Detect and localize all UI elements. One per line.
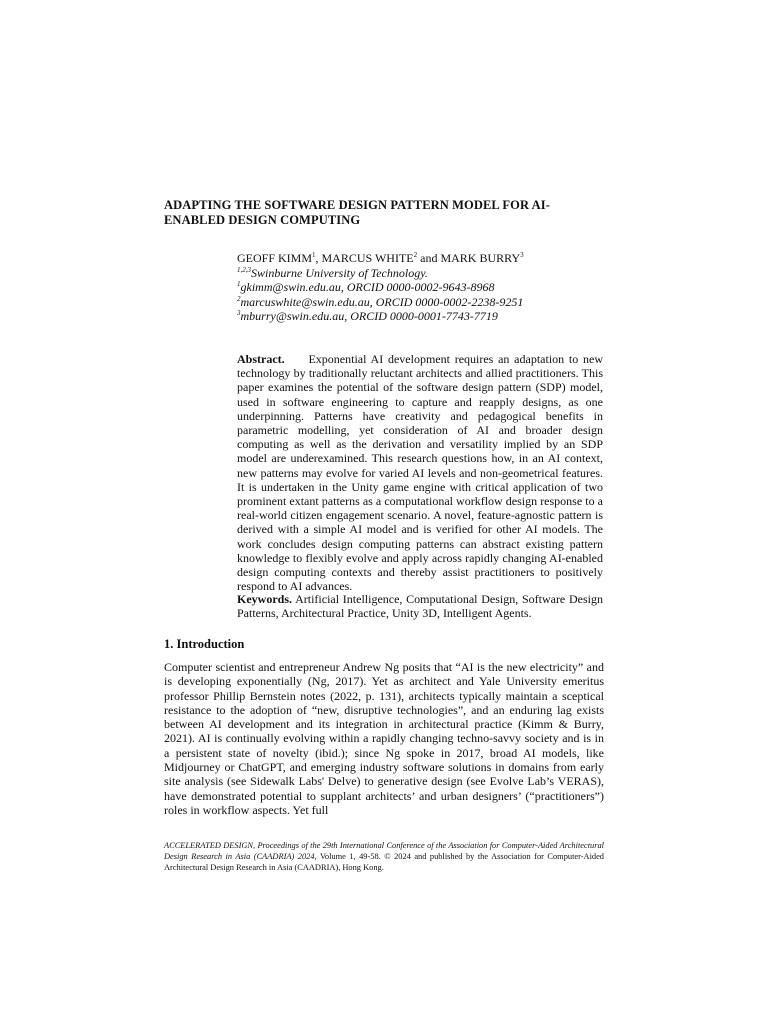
paper-title: ADAPTING THE SOFTWARE DESIGN PATTERN MODEL FOR AI-ENABLED DESIGN COMPUTING [164, 198, 550, 227]
author-1: GEOFF KIMM [237, 251, 313, 265]
author-3-sup: 3 [520, 251, 524, 259]
contact-1 [237, 280, 617, 295]
author-2: MARCUS WHITE [321, 251, 414, 265]
contact-3 [237, 309, 617, 324]
footer-italic: ACCELERATED DESIGN, Proceedings of the 29th International Conference of the Association for Computer-Aided Architectural Design Research in Asia (CAADRIA) 2024 [164, 841, 604, 861]
contact-text: marcuswhite@swin.edu.au, ORCID 0000-0002-2238-9251 [240, 294, 524, 309]
affiliation [237, 266, 617, 281]
contact-sup: 3 [237, 309, 241, 317]
author-3: MARK BURRY [440, 251, 521, 265]
keywords [237, 592, 603, 620]
footer-citation [164, 840, 604, 873]
contact-text: mburry@swin.edu.au, ORCID 0000-0001-7743-7719 [240, 309, 498, 323]
keywords-label: Keywords. [237, 592, 292, 606]
contact-text: gkimm@swin.edu.au, ORCID 0000-0002-9643-8968 [240, 280, 495, 294]
section-heading-introduction: 1. Introduction [164, 637, 245, 651]
contact-sup: 1 [237, 280, 241, 288]
author-2-sup: 2 [413, 251, 418, 259]
contact-2 [237, 295, 617, 310]
author-1-sup: 1 [312, 251, 316, 259]
contact-sup: 2 [237, 294, 241, 303]
introduction-text: Computer scientist and entrepreneur Andrew Ng posits that “AI is the new electricity” and is developing exponentially (Ng, 2017). Yet as architect and Yale University emeritus professor Phillip Bernstein notes (2022, p. 131), architects typically maintain a sceptical resistance to the adoption of “new, disruptive technologies”, and an enduring lag exists between AI development and its integration in architectural practice (Kimm & Burry, 2021). AI is continually evolving within a rapidly changing techno-savvy society and is in a persistent state of novelty (ibid.); since Ng spoke in 2017, broad AI models, like Midjourney or ChatGPT, and emerging industry software solutions in domains from early site analysis (see Sidewalk Labs' Delve) to generative design (see Evolve Lab’s VERAS), have demonstrated potential to supplant architects’ and urban designers’ (“practitioners”) roles in workflow aspects. Yet full [164, 660, 604, 817]
keywords-text: Artificial Intelligence, Computational Design, Software Design Patterns, Architectural Practice, Unity 3D, Intelligent Agents. [237, 592, 603, 621]
affiliation-text: Swinburne University of Technology. [251, 265, 428, 280]
abstract [237, 352, 603, 593]
abstract-label: Abstract. [237, 352, 285, 366]
abstract-text: Exponential AI development requires an adaptation to new technology by traditionally reluctant architects and allied practitioners. This paper examines the potential of the software design pattern (SDP) model, used in software engineering to capture and reapply designs, as one underpinning. Patterns have creativity and pedagogical benefits in parametric modelling, yet consideration of AI and broader design computing as well as the derivation and versatility implied by an SDP model are underexamined. This research questions how, in an AI context, new patterns may evolve for varied AI levels and non-geometrical features. It is undertaken in the Unity game engine with critical application of two prominent extant patterns as a computational workflow design response to a real-world citizen engagement scenario. A novel, feature-agnostic pattern is derived with a simple AI model and is verified for other AI models. The work concludes design computing patterns can abstract existing pattern knowledge to flexibly evolve and apply across rapidly changing AI-enabled design computing contexts and thereby assist practitioners to positively respond to AI advances. [237, 352, 604, 594]
affiliation-sup: 1,2,3 [237, 265, 251, 274]
author-separator: and [417, 251, 441, 265]
footer-rest: , Volume 1, 49-58. © 2024 and published by the Association for Computer-Aided Architectural Design Research in Asia (CAADRIA), Hong Kong. [164, 852, 604, 872]
author-block [237, 251, 617, 324]
author-separator: , [315, 251, 322, 265]
author-names [237, 251, 617, 266]
